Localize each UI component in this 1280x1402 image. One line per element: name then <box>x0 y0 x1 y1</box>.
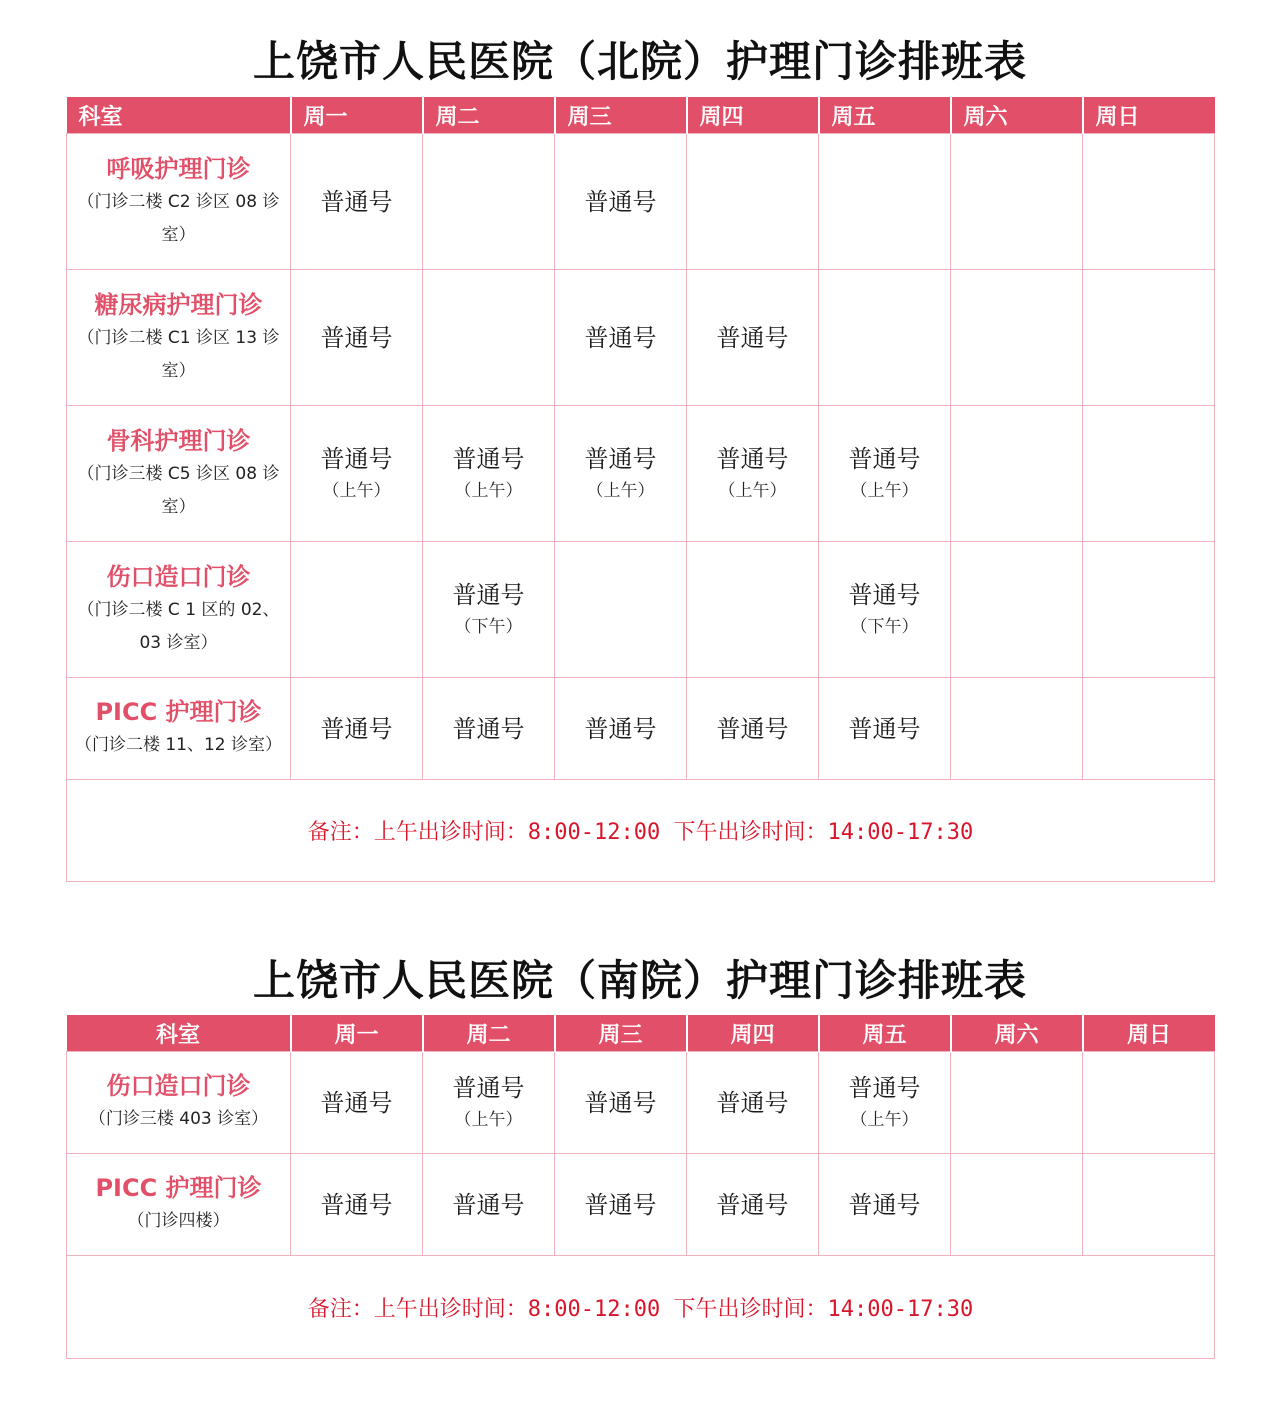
dept-location: （门诊二楼 C 1 区的 02、03 诊室） <box>77 599 280 653</box>
slot-cell <box>687 1052 819 1154</box>
slot-cell <box>819 406 951 542</box>
slot-label: 普通号 <box>452 580 525 609</box>
slot-cell <box>555 1052 687 1154</box>
slot-label: 普通号 <box>320 323 393 352</box>
dept-location: （门诊三楼 403 诊室） <box>88 1109 269 1129</box>
slot-time: （上午） <box>718 480 787 501</box>
south-schedule-table <box>66 1015 1215 1359</box>
slot-cell <box>291 270 423 406</box>
slot-cell <box>951 1154 1083 1256</box>
dept-name: PICC 护理门诊 <box>95 698 262 726</box>
slot-cell <box>1083 406 1215 542</box>
slot-label: 普通号 <box>716 444 789 473</box>
slot-cell <box>819 270 951 406</box>
slot-cell <box>951 270 1083 406</box>
slot-cell <box>423 134 555 270</box>
header-fri: 周五 <box>819 1015 951 1052</box>
slot-cell <box>291 134 423 270</box>
slot-label: 普通号 <box>320 187 393 216</box>
note-row <box>67 780 1215 882</box>
slot-cell <box>687 678 819 780</box>
slot-label: 普通号 <box>320 714 393 743</box>
south-schedule-title: 上饶市人民医院（南院）护理门诊排班表 <box>252 956 1027 1005</box>
slot-label: 普通号 <box>716 323 789 352</box>
header-thu: 周四 <box>687 97 819 134</box>
header-sun: 周日 <box>1083 1015 1215 1052</box>
slot-label: 普通号 <box>848 580 921 609</box>
slot-cell <box>291 406 423 542</box>
slot-label: 普通号 <box>848 1190 921 1219</box>
slot-cell <box>819 678 951 780</box>
slot-cell <box>687 270 819 406</box>
slot-label: 普通号 <box>716 1088 789 1117</box>
dept-name: 糖尿病护理门诊 <box>94 290 263 319</box>
slot-label: 普通号 <box>584 1190 657 1219</box>
slot-time: （下午） <box>850 616 919 637</box>
dept-name: 伤口造口门诊 <box>106 1072 251 1100</box>
slot-cell <box>423 678 555 780</box>
slot-cell <box>423 1154 555 1256</box>
table-row <box>67 1154 1215 1256</box>
slot-label: 普通号 <box>452 444 525 473</box>
slot-time: （上午） <box>586 480 655 501</box>
slot-cell <box>951 678 1083 780</box>
slot-cell <box>1083 1154 1215 1256</box>
header-wed: 周三 <box>555 97 687 134</box>
north-schedule-table <box>66 97 1215 882</box>
slot-cell <box>819 1052 951 1154</box>
header-fri: 周五 <box>819 97 951 134</box>
slot-label: 普通号 <box>584 444 657 473</box>
slot-cell <box>555 542 687 678</box>
dept-cell <box>67 542 291 678</box>
slot-cell <box>1083 1052 1215 1154</box>
hours-note: 备注：上午出诊时间：8:00-12:00 下午出诊时间：14:00-17:30 <box>67 1256 1215 1359</box>
slot-cell <box>1083 134 1215 270</box>
slot-cell <box>951 542 1083 678</box>
slot-label: 普通号 <box>584 323 657 352</box>
hours-note: 备注：上午出诊时间：8:00-12:00 下午出诊时间：14:00-17:30 <box>67 780 1215 882</box>
slot-cell <box>687 406 819 542</box>
slot-label: 普通号 <box>452 714 525 743</box>
slot-label: 普通号 <box>584 714 657 743</box>
dept-cell <box>67 134 291 270</box>
header-dept: 科室 <box>67 1015 291 1052</box>
slot-cell <box>423 542 555 678</box>
slot-cell <box>1083 270 1215 406</box>
slot-cell <box>819 542 951 678</box>
slot-cell <box>687 1154 819 1256</box>
dept-name: 伤口造口门诊 <box>106 562 251 591</box>
slot-cell <box>555 270 687 406</box>
header-sat: 周六 <box>951 1015 1083 1052</box>
dept-location: （门诊二楼 11、12 诊室） <box>74 735 283 755</box>
dept-cell <box>67 406 291 542</box>
table-row <box>67 678 1215 780</box>
slot-cell <box>555 406 687 542</box>
dept-cell <box>67 1154 291 1256</box>
slot-cell <box>423 270 555 406</box>
header-dept: 科室 <box>67 97 291 134</box>
slot-label: 普通号 <box>848 1073 921 1102</box>
dept-name: 骨科护理门诊 <box>106 426 251 455</box>
slot-time: （下午） <box>454 616 523 637</box>
slot-cell <box>423 406 555 542</box>
slot-cell <box>555 678 687 780</box>
slot-cell <box>1083 542 1215 678</box>
slot-label: 普通号 <box>320 1190 393 1219</box>
slot-cell <box>951 1052 1083 1154</box>
slot-cell <box>951 406 1083 542</box>
header-thu: 周四 <box>687 1015 819 1052</box>
header-wed: 周三 <box>555 1015 687 1052</box>
slot-cell <box>687 134 819 270</box>
slot-label: 普通号 <box>320 1088 393 1117</box>
dept-cell <box>67 678 291 780</box>
dept-cell <box>67 1052 291 1154</box>
slot-label: 普通号 <box>452 1073 525 1102</box>
dept-name: PICC 护理门诊 <box>95 1174 262 1202</box>
slot-label: 普通号 <box>584 187 657 216</box>
slot-cell <box>555 134 687 270</box>
dept-location: （门诊二楼 C1 诊区 13 诊室） <box>77 327 280 381</box>
header-mon: 周一 <box>291 97 423 134</box>
dept-name: 呼吸护理门诊 <box>106 154 251 183</box>
header-row <box>67 97 1215 134</box>
slot-label: 普通号 <box>452 1190 525 1219</box>
header-sun: 周日 <box>1083 97 1215 134</box>
slot-cell <box>423 1052 555 1154</box>
slot-cell <box>951 134 1083 270</box>
note-row <box>67 1256 1215 1359</box>
slot-time: （上午） <box>850 1109 919 1130</box>
dept-location: （门诊三楼 C5 诊区 08 诊室） <box>77 463 280 517</box>
slot-label: 普通号 <box>320 444 393 473</box>
slot-label: 普通号 <box>848 444 921 473</box>
slot-time: （上午） <box>454 480 523 501</box>
slot-time: （上午） <box>850 480 919 501</box>
slot-cell <box>291 542 423 678</box>
slot-label: 普通号 <box>584 1088 657 1117</box>
slot-cell <box>291 1052 423 1154</box>
slot-label: 普通号 <box>716 714 789 743</box>
table-row <box>67 542 1215 678</box>
slot-cell <box>819 134 951 270</box>
header-mon: 周一 <box>291 1015 423 1052</box>
slot-time: （上午） <box>322 480 391 501</box>
header-tue: 周二 <box>423 97 555 134</box>
slot-cell <box>291 678 423 780</box>
table-row <box>67 270 1215 406</box>
header-tue: 周二 <box>423 1015 555 1052</box>
header-sat: 周六 <box>951 97 1083 134</box>
dept-cell <box>67 270 291 406</box>
slot-label: 普通号 <box>716 1190 789 1219</box>
slot-label: 普通号 <box>848 714 921 743</box>
slot-cell <box>1083 678 1215 780</box>
table-row <box>67 406 1215 542</box>
header-row <box>67 1015 1215 1052</box>
slot-cell <box>555 1154 687 1256</box>
table-row <box>67 1052 1215 1154</box>
slot-cell <box>819 1154 951 1256</box>
north-schedule-title: 上饶市人民医院（北院）护理门诊排班表 <box>252 37 1027 86</box>
slot-cell <box>687 542 819 678</box>
slot-time: （上午） <box>454 1109 523 1130</box>
dept-location: （门诊四楼） <box>127 1211 230 1231</box>
dept-location: （门诊二楼 C2 诊区 08 诊室） <box>77 191 280 245</box>
slot-cell <box>291 1154 423 1256</box>
table-row <box>67 134 1215 270</box>
